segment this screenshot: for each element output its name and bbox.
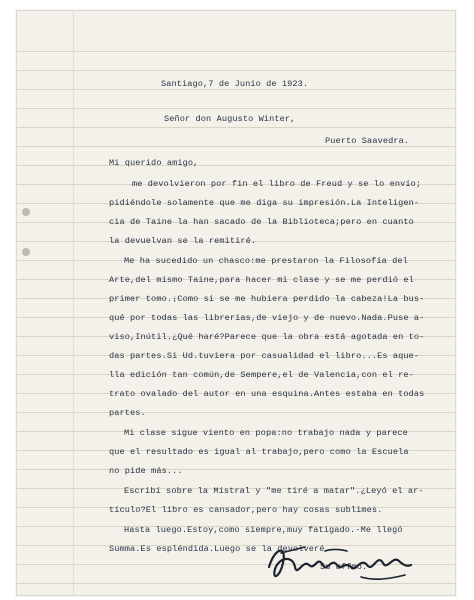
body-line: Summa.Es espléndida.Luego se la devolveré. bbox=[109, 544, 330, 554]
body-line: primer tomo.¡Como si se me hubiera perdido la cabeza!La bus- bbox=[109, 294, 425, 304]
body-line: trato ovalado del autor en una esquina.Antes estaba en todas bbox=[109, 389, 425, 399]
body-line: la devuelvan se la remitiré. bbox=[109, 236, 257, 246]
body-line: me devolvieron por fin el libro de Freud y se lo envío; bbox=[132, 179, 422, 189]
body-line: lla edición tan común,de Sempere,el de Valencia,con el re- bbox=[109, 370, 414, 380]
punch-hole bbox=[22, 208, 30, 216]
body-line: Arte,del mismo Taine,para hacer mi clase y se me perdió el bbox=[109, 275, 414, 285]
ruled-line bbox=[17, 89, 455, 90]
recipient-place: Puerto Saavedra. bbox=[325, 136, 410, 146]
body-line: Me ha sucedido un chasco:me prestaron la Filosofía del bbox=[124, 256, 408, 266]
salutation: Mi querido amigo, bbox=[109, 158, 199, 168]
body-line: Mi clase sigue viento en popa:no trabajo nada y parece bbox=[124, 428, 408, 438]
recipient-name: Señor don Augusto Winter, bbox=[164, 114, 296, 124]
ruled-line bbox=[17, 51, 455, 52]
body-line: no pide más... bbox=[109, 466, 183, 476]
ruled-line bbox=[17, 412, 455, 413]
body-line: partes. bbox=[109, 408, 146, 418]
body-line: que el resultado es igual al trabajo,pero como la Escuela bbox=[109, 447, 409, 457]
ruled-line bbox=[17, 146, 455, 147]
body-line: Escribí sobre la Mistral y "me tiré a matar".¿Leyó el ar- bbox=[124, 486, 424, 496]
letter-page bbox=[16, 10, 456, 596]
date-line: Santiago,7 de Junio de 1923. bbox=[161, 79, 309, 89]
body-line: viso,Inútil.¿Qué haré?Parece que la obra está agotada en to- bbox=[109, 332, 425, 342]
ruled-line bbox=[17, 108, 455, 109]
ruled-line bbox=[17, 469, 455, 470]
handwritten-signature bbox=[265, 541, 415, 587]
punch-hole bbox=[22, 248, 30, 256]
body-line: cia de Taine la han sacado de la Biblioteca;pero en cuanto bbox=[109, 217, 414, 227]
ruled-line bbox=[17, 70, 455, 71]
ruled-line bbox=[17, 165, 455, 166]
body-line: tículo?El libro es cansador,pero hay cosas sublimes. bbox=[109, 505, 383, 515]
body-line: pidiéndole solamente que me diga su impresión.La Inteligen- bbox=[109, 198, 420, 208]
body-line: das partes.Si Ud.tuviera por casualidad el libro...Es aque- bbox=[109, 351, 420, 361]
ruled-line bbox=[17, 127, 455, 128]
body-line: qué por todas las librerías,de viejo y de nuevo.Nada.Puse a- bbox=[109, 313, 425, 323]
body-line: Hasta luego.Estoy,como siempre,muy fatigado.-Me llegó bbox=[124, 525, 403, 535]
closing: Su affmo. bbox=[320, 562, 368, 572]
